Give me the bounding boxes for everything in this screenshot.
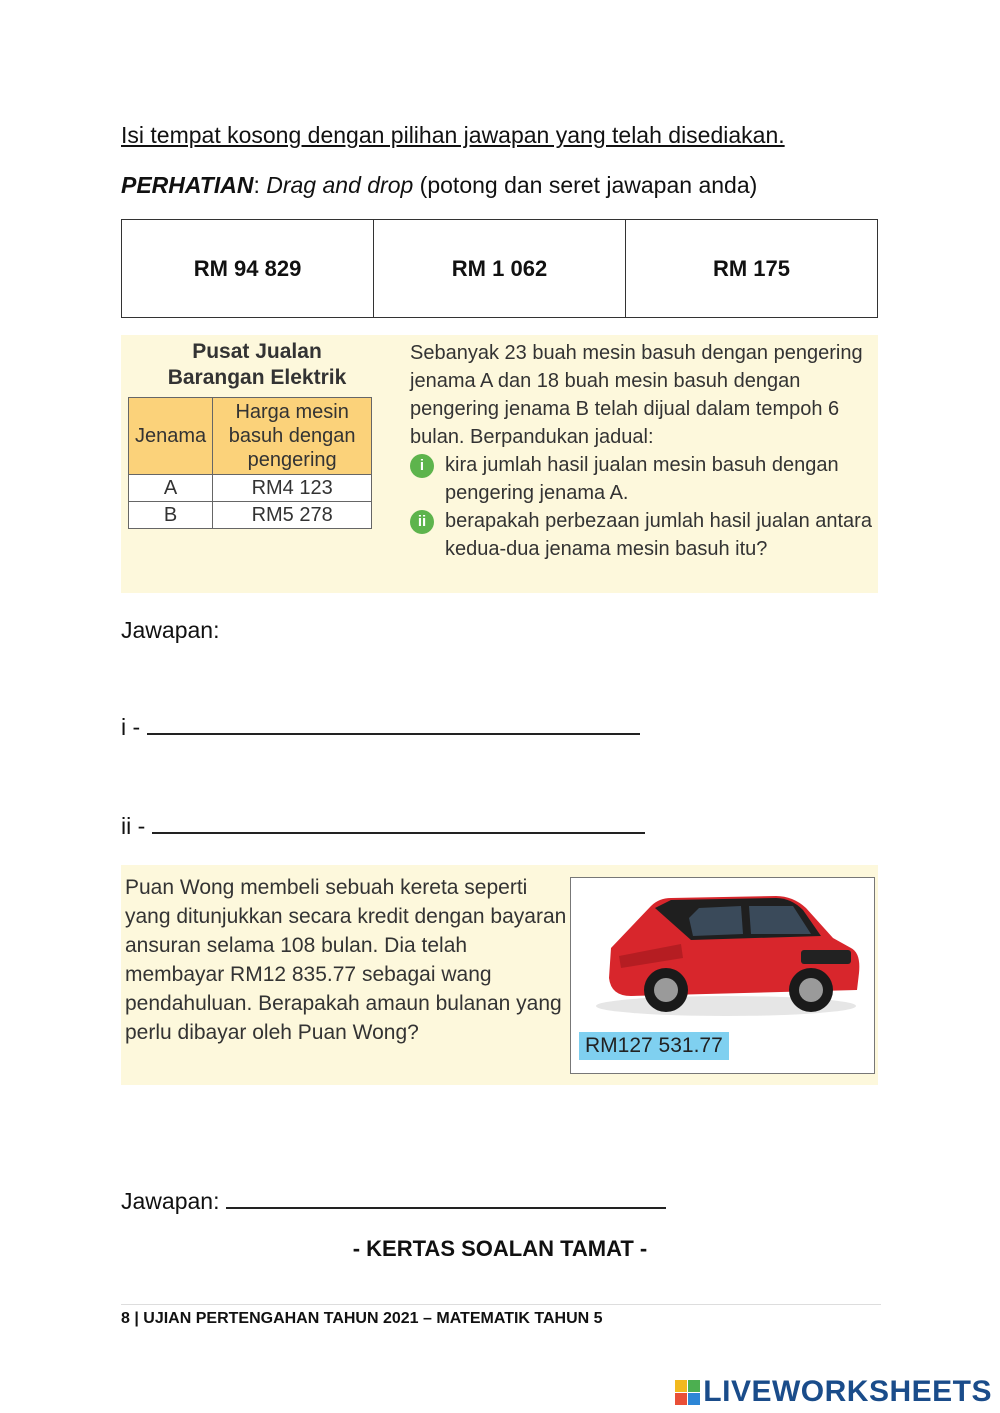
table-row [129,475,372,502]
question2-text: Puan Wong membeli sebuah kereta seperti yang ditunjukkan secara kredit dengan bayaran ansuran selama 108 bulan. Dia telah membayar RM12 835.77 sebagai wang pendahuluan. Berapakah amaun bulanan yang perlu dibayar oleh Puan Wong? [125,876,567,1044]
liveworksheets-logo-icon [675,1380,700,1405]
shop-title-line1: Pusat Jualan [192,340,322,363]
car-illustration [571,878,874,1028]
end-of-paper-text: - KERTAS SOALAN TAMAT - [352,1236,648,1261]
answer-ii-dropzone[interactable] [152,812,645,834]
answer-i-dropzone[interactable] [147,713,640,735]
answer2-row [121,1187,666,1215]
shop-title-line2: Barangan Elektrik [167,366,347,389]
table-header-price: Harga mesin basuh dengan pengering [213,398,372,475]
question1-item-ii [410,507,875,563]
table-cell: RM5 278 [213,502,372,529]
car-image-box [570,877,875,1074]
table-cell: B [129,502,213,529]
page-footer: 8 | UJIAN PERTENGAHAN TAHUN 2021 – MATEMATIK TAHUN 5 [121,1310,603,1327]
footer-divider [121,1304,881,1305]
question1-text [410,339,875,563]
answer-label: Jawapan: [121,617,220,643]
notice-text [121,172,757,199]
item-number-badge: i [410,454,434,478]
question1-intro: Sebanyak 23 buah mesin basuh dengan pengering jenama A dan 18 buah mesin basuh dengan pengering jenama B telah dijual dalam tempoh 6 bulan. Berpandukan jadual: [410,342,863,448]
answer-ii-label: ii - [121,813,152,839]
notice-sep: : [253,172,267,198]
car-price-tag: RM127 531.77 [579,1032,729,1060]
shop-title [121,339,393,391]
notice-italic: Drag and drop [266,172,414,198]
question1-panel [121,335,878,593]
table-row [129,502,372,529]
choice-3[interactable]: RM 175 [712,255,791,281]
answer-i-label: i - [121,714,147,740]
answer-choices-box [121,219,878,318]
answer-ii-row [121,812,645,840]
table-header-jenama: Jenama [129,398,213,475]
notice-label: PERHATIAN [121,172,254,198]
question2-panel [121,865,878,1085]
item-text: berapakah perbezaan jumlah hasil jualan antara kedua-dua jenama mesin basuh itu? [445,510,872,560]
answer2-dropzone[interactable] [226,1187,666,1209]
item-number-badge: ii [410,510,434,534]
answer2-label: Jawapan: [121,1188,226,1214]
table-cell: A [129,475,213,502]
choice-2[interactable]: RM 1 062 [374,220,626,317]
table-cell: RM4 123 [213,475,372,502]
notice-rest: (potong dan seret jawapan anda) [413,172,758,198]
brand-text: LIVEWORKSHEETS [703,1375,992,1408]
price-table [128,397,372,529]
answer-i-row [121,713,640,741]
choice-1[interactable]: RM 94 829 [122,220,374,317]
question1-item-i [410,451,875,507]
liveworksheets-brand [675,1375,992,1409]
item-text: kira jumlah hasil jualan mesin basuh dengan pengering jenama A. [445,454,839,504]
instruction-text: Isi tempat kosong dengan pilihan jawapan yang telah disediakan. [121,122,785,148]
